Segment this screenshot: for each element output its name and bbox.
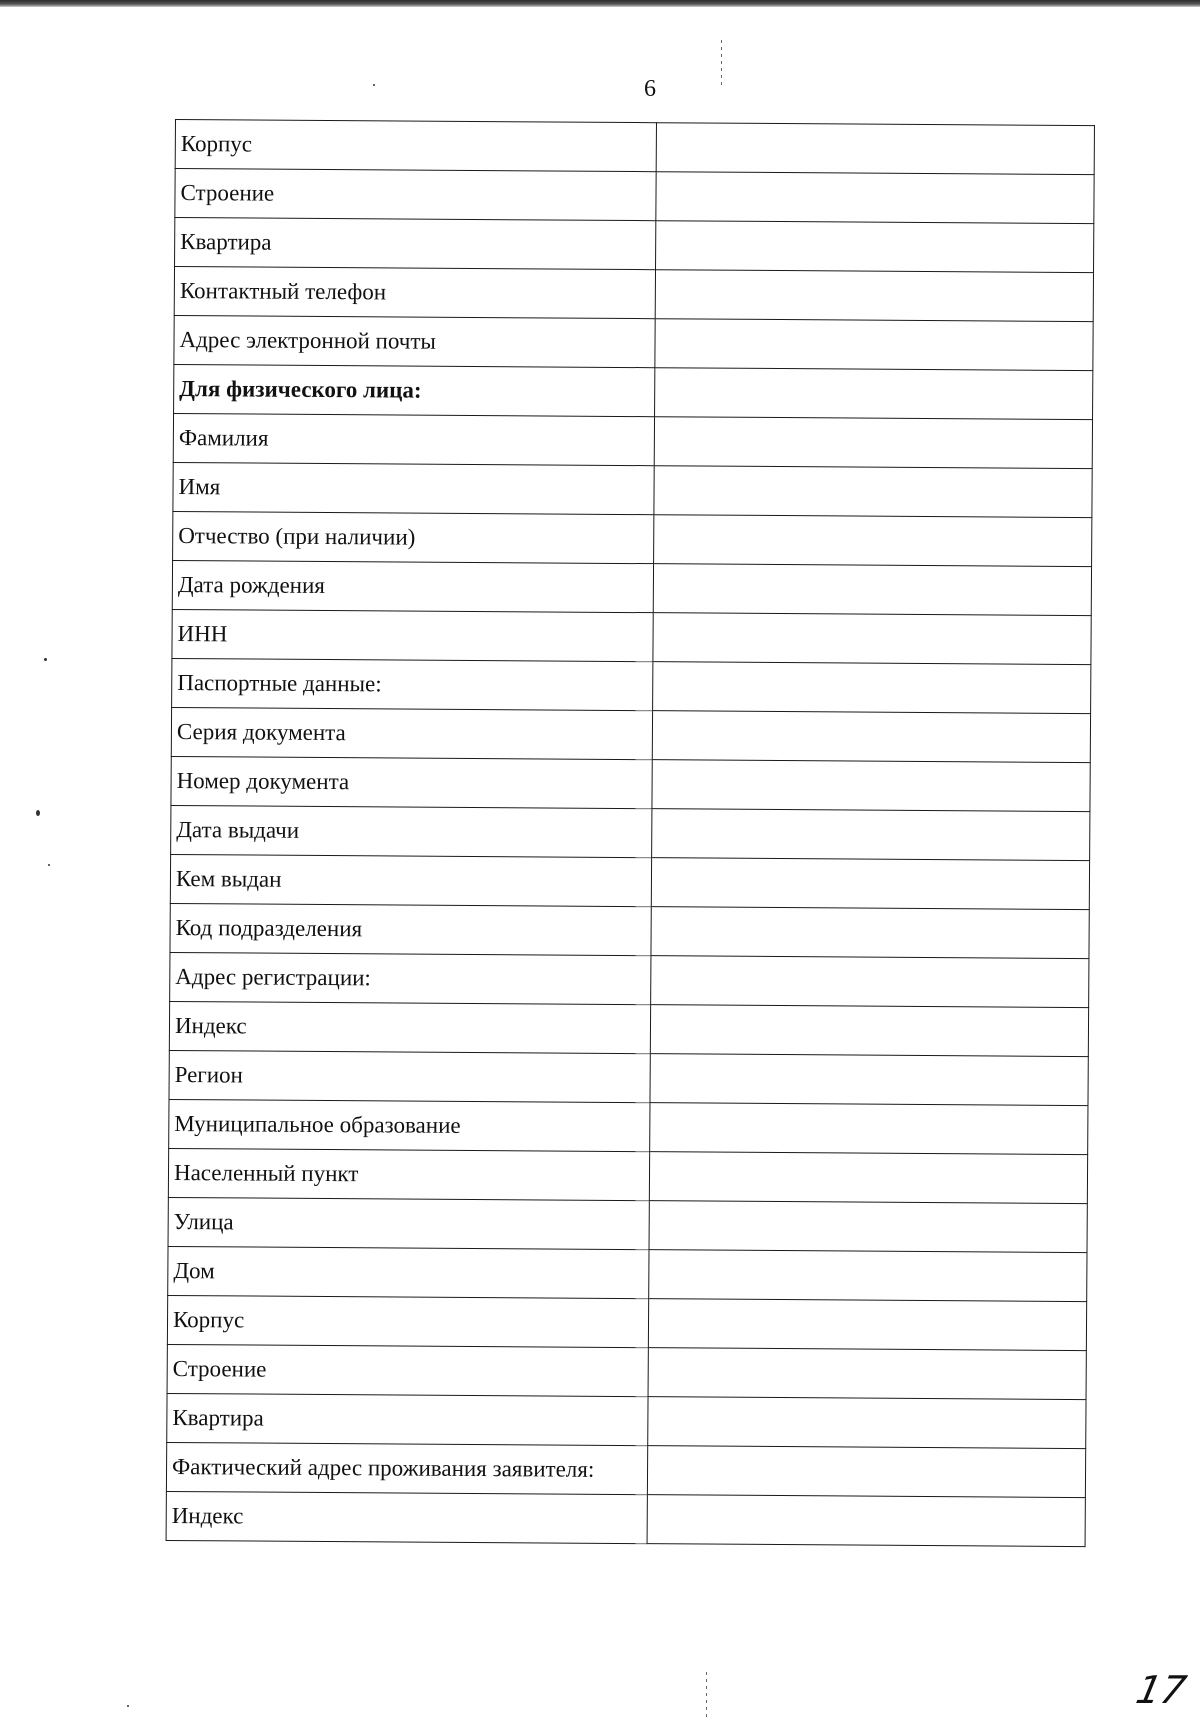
field-value: [648, 1299, 1087, 1351]
scan-speck: [373, 84, 375, 86]
table-body: [166, 120, 1094, 1547]
field-label: Серия документа: [171, 707, 652, 759]
table-row: [169, 1099, 1088, 1154]
scan-speck: [36, 810, 40, 816]
field-label: Кем выдан: [170, 854, 651, 906]
table-row: [171, 805, 1090, 860]
scan-speck: [48, 864, 50, 866]
applicant-data-table: [166, 119, 1095, 1547]
field-value: [655, 270, 1094, 322]
table-row: [170, 854, 1089, 909]
field-label: Корпус: [175, 120, 656, 172]
field-value: [652, 662, 1091, 714]
field-value: [650, 1005, 1089, 1057]
table-row: [174, 364, 1093, 419]
field-value: [655, 319, 1094, 371]
table-row: [171, 707, 1090, 762]
field-label: Имя: [173, 462, 654, 514]
field-label: Фамилия: [173, 413, 654, 465]
table-row: [172, 560, 1091, 615]
field-value: [651, 809, 1090, 861]
field-label: Корпус: [167, 1295, 648, 1347]
table-row: [173, 462, 1092, 517]
field-label: Улица: [168, 1197, 649, 1249]
table-row: [172, 658, 1091, 713]
field-value: [650, 1054, 1089, 1106]
field-value: [647, 1495, 1086, 1547]
field-value: [649, 1103, 1088, 1155]
field-label: Квартира: [167, 1393, 648, 1445]
table-row: [173, 511, 1092, 566]
field-value: [648, 1348, 1087, 1400]
field-label: Дом: [168, 1246, 649, 1298]
field-value: [647, 1397, 1086, 1449]
field-label: Квартира: [175, 218, 656, 270]
field-label: Строение: [175, 169, 656, 221]
table-row: [168, 1197, 1087, 1252]
field-label: Строение: [167, 1344, 648, 1396]
field-label: Отчество (при наличии): [173, 511, 654, 563]
field-label: Для физического лица:: [174, 364, 655, 416]
table-row: [167, 1393, 1086, 1448]
field-value: [652, 760, 1091, 812]
table-row: [168, 1148, 1087, 1203]
scan-top-edge: [0, 0, 1200, 7]
table-row: [175, 218, 1094, 273]
table-row: [167, 1344, 1086, 1399]
scan-speck: [127, 1705, 129, 1707]
table-row: [174, 315, 1093, 370]
field-label: ИНН: [172, 609, 653, 661]
field-value: [654, 417, 1093, 469]
field-value: [649, 1152, 1088, 1204]
field-label: Дата выдачи: [171, 805, 652, 857]
field-value: [653, 515, 1092, 567]
scan-speck: [44, 658, 47, 661]
table-row: [169, 1050, 1088, 1105]
field-value: [651, 907, 1090, 959]
table-row: [175, 169, 1094, 224]
field-label: Паспортные данные:: [172, 658, 653, 710]
field-value: [656, 123, 1095, 175]
field-value: [647, 1446, 1086, 1498]
field-value: [649, 1201, 1088, 1253]
field-label: Код подразделения: [170, 903, 651, 955]
field-label: Контактный телефон: [174, 267, 655, 319]
table-row: [171, 756, 1090, 811]
field-label: Индекс: [166, 1491, 647, 1543]
field-value: [653, 564, 1092, 616]
table-row: [166, 1442, 1085, 1497]
table-row: [174, 267, 1093, 322]
field-value: [648, 1250, 1087, 1302]
field-label: Фактический адрес проживания заявителя:: [166, 1442, 647, 1494]
field-value: [654, 368, 1093, 420]
field-label: Номер документа: [171, 756, 652, 808]
scan-dashed-mark: [706, 1672, 707, 1720]
scan-dashed-mark: [721, 40, 722, 88]
field-label: Индекс: [169, 1001, 650, 1053]
field-value: [655, 221, 1094, 273]
page-number: 6: [644, 76, 656, 102]
field-label: Населенный пункт: [168, 1148, 649, 1200]
field-label: Дата рождения: [172, 560, 653, 612]
field-value: [652, 711, 1091, 763]
table-row: [175, 120, 1094, 175]
field-label: Регион: [169, 1050, 650, 1102]
field-label: Муниципальное образование: [169, 1099, 650, 1151]
table-row: [167, 1295, 1086, 1350]
handwritten-page-mark: 17: [1132, 1668, 1191, 1712]
field-value: [651, 858, 1090, 910]
table-row: [168, 1246, 1087, 1301]
table-row: [169, 1001, 1088, 1056]
table-row: [170, 952, 1089, 1007]
table-row: [173, 413, 1092, 468]
table-row: [170, 903, 1089, 958]
field-label: Адрес регистрации:: [170, 952, 651, 1004]
table-row: [172, 609, 1091, 664]
table-row: [166, 1491, 1085, 1546]
field-value: [656, 172, 1095, 224]
field-value: [654, 466, 1093, 518]
field-label: Адрес электронной почты: [174, 315, 655, 367]
field-value: [650, 956, 1089, 1008]
field-value: [653, 613, 1092, 665]
